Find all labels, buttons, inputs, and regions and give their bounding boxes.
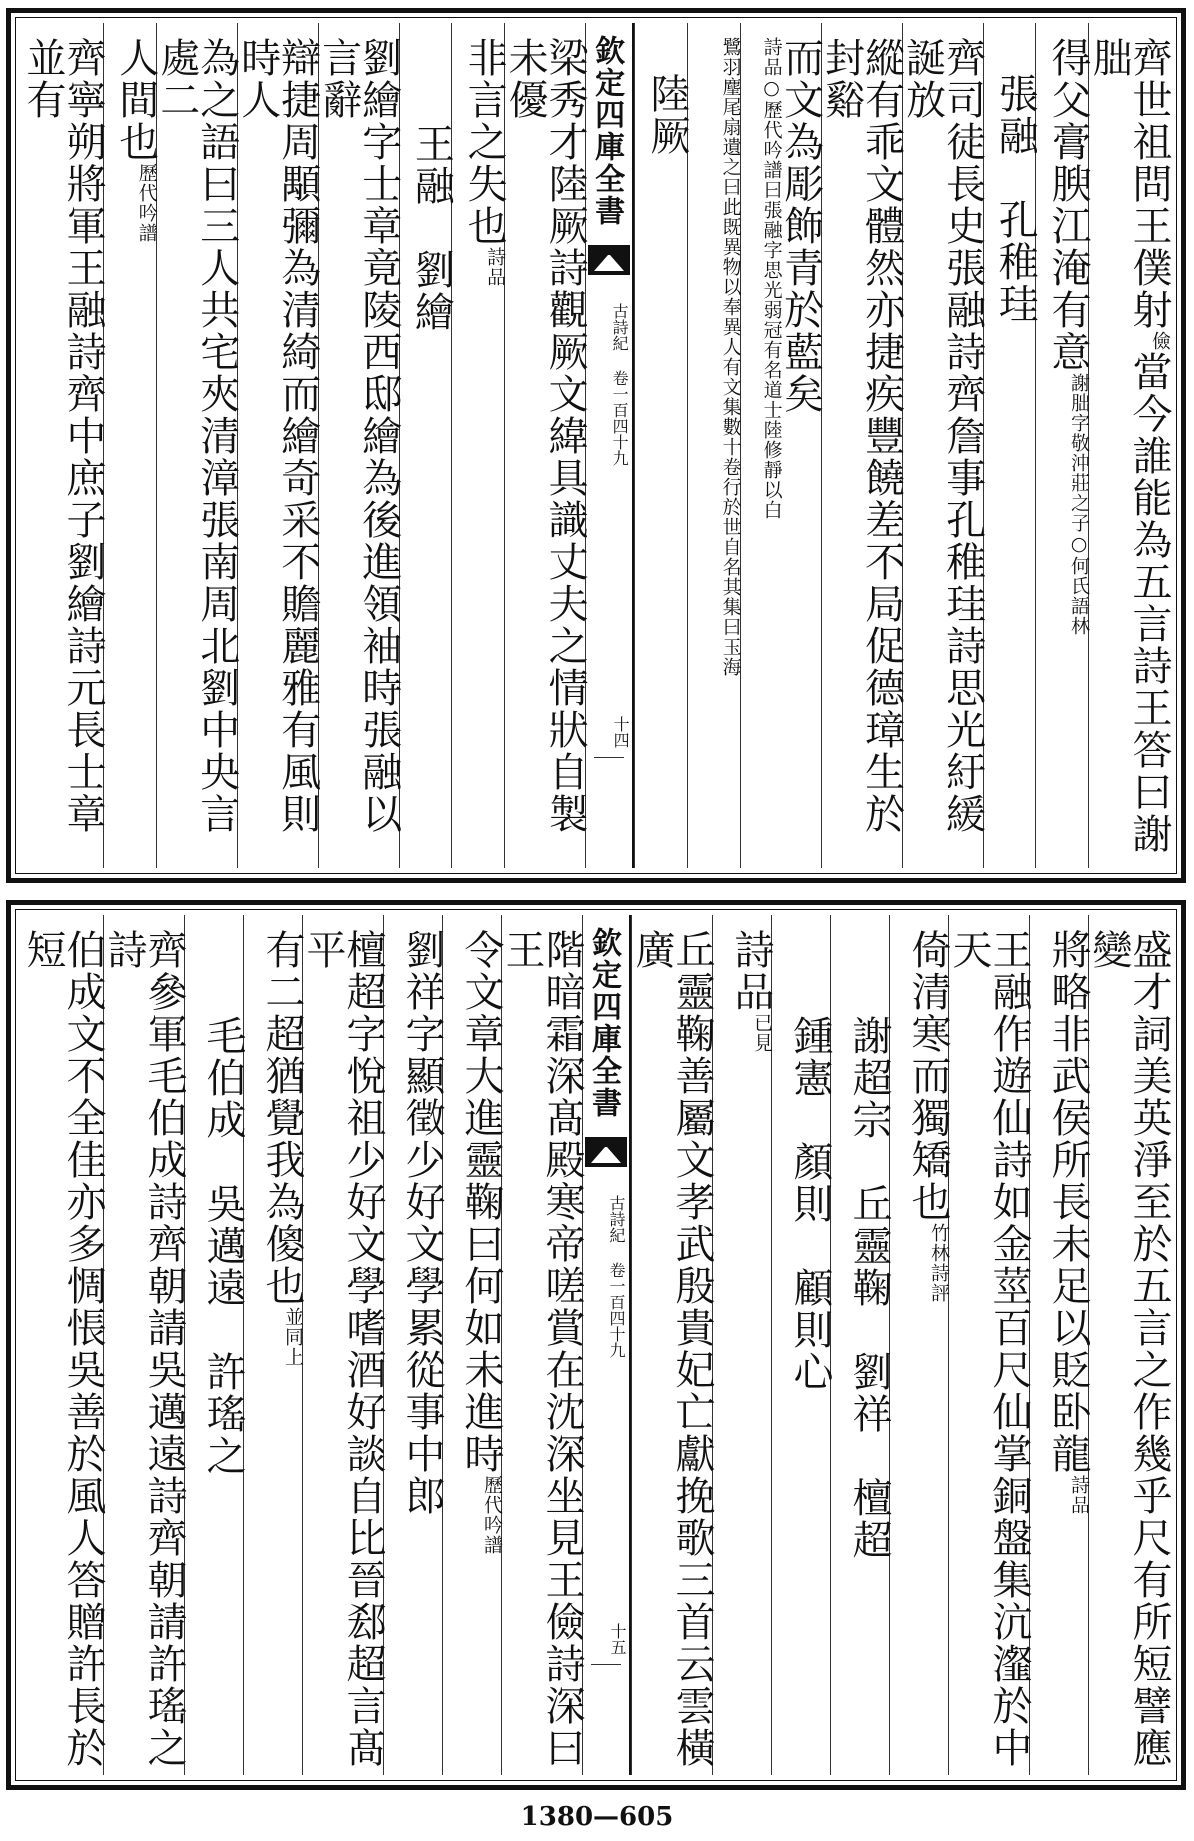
text-column: 有二超猶覺我為傻也並同上 [243, 915, 302, 1775]
footer-page-code: 1380—605 [520, 1802, 674, 1832]
book-fold-margin [582, 915, 631, 1775]
text-column: 齊世祖問王僕射儉當今誰能為五言詩王答曰謝朏 [1088, 23, 1169, 868]
text-column: 齊寧朔將軍王融詩齊中庶子劉繪詩元長士章並有 [19, 37, 106, 835]
text-column: 張融 孔稚珪 [983, 23, 1036, 868]
text-column: 毛伯成 吳邁遠 許瑤之 [184, 915, 243, 1775]
text-column: 將略非武侯所長未足以貶卧龍詩品 [1029, 915, 1088, 1775]
text-column: 王融作遊仙詩如金莖百尺仙掌銅盤集沆瀣於中天 [948, 915, 1029, 1775]
top-columns [19, 23, 1172, 868]
text-column: 人間也歷代吟譜 [103, 23, 156, 868]
text-column: 檀超字悅祖少好文學嗜酒好談自比晉郄超言髙平 [302, 915, 383, 1775]
top-page-panel [6, 8, 1186, 883]
text-column: 而文為彫飾青於藍矣詩品○歷代吟譜曰張融字思光弱冠有名道士陸修靜以白 [740, 23, 821, 868]
text-column: 詩品已見 [712, 915, 771, 1775]
text-column: 盛才詞美英淨至於五言之作幾乎尺有所短譬應變 [1088, 915, 1169, 1775]
divider [594, 757, 624, 758]
page-number: 十五 [608, 1623, 627, 1655]
bottom-page-panel [6, 900, 1186, 1790]
text-column: 倚清寒而獨矯也竹林詩評 [889, 915, 948, 1775]
bottom-columns [20, 915, 1172, 1775]
text-column: 謝超宗 丘靈鞠 劉祥 檀超 [830, 915, 889, 1775]
text-column: 為之語曰三人共宅夾清漳張南周北劉中央言處二 [156, 23, 237, 868]
text-column: 令文章大進靈鞠曰何如未進時歷代吟譜 [442, 915, 501, 1775]
text-column: 伯成文不全佳亦多惆悵吳善於風人答贈許長於短 [20, 929, 106, 1769]
page-number: 十四 [611, 716, 631, 748]
text-column: 非言之失也詩品 [451, 23, 504, 868]
divider [591, 1664, 621, 1665]
text-column: 王融 劉繪 [399, 23, 452, 868]
book-title: 欽定四庫全書 [589, 35, 625, 227]
book-title: 欽定四庫全書 [586, 927, 621, 1119]
book-fold-margin [585, 23, 634, 868]
text-column: 丘靈鞠善屬文孝武殷貴妃亡獻挽歌三首云雲橫廣 [631, 915, 712, 1775]
text-column: 縱有乖文體然亦捷疾豐饒差不局促德璋生於封谿 [821, 23, 902, 868]
book-subtitle: 古詩紀 卷一百四十九 [610, 303, 630, 466]
book-subtitle: 古詩紀 卷一百四十九 [607, 1195, 626, 1358]
text-column: 劉祥字顯徵少好文學累從事中郎 [383, 915, 442, 1775]
text-column: 得父膏腴江淹有意謝朏字敬沖莊之子○何氏語林 [1035, 23, 1088, 868]
fishtail-mark-icon [588, 245, 630, 275]
text-column: 鷺羽麈尾扇遺之曰此既異物以奉異人有文集數十卷行於世自名其集曰玉海 [687, 23, 740, 868]
text-column: 陸厥 [634, 23, 687, 868]
text-column: 梁秀才陸厥詩觀厥文緯具識丈夫之情狀自製未優 [504, 23, 585, 868]
fishtail-mark-icon [585, 1137, 627, 1167]
text-column: 齊參軍毛伯成詩齊朝請吳邁遠詩齊朝請許瑤之詩 [103, 915, 184, 1775]
text-column: 階暗霜深髙殿寒帝嗟賞在沈深坐見王儉詩深曰王 [501, 915, 582, 1775]
text-column: 辯捷周顒彌為清綺而繪奇采不贍麗雅有風則時人 [237, 23, 318, 868]
text-column: 劉繪字士章竟陵西邸繪為後進領袖時張融以言辭 [318, 23, 399, 868]
text-column: 齊司徒長史張融詩齊詹事孔稚珪詩思光紆緩誕放 [902, 23, 983, 868]
text-column: 鍾憲 顏則 顧則心 [771, 915, 830, 1775]
